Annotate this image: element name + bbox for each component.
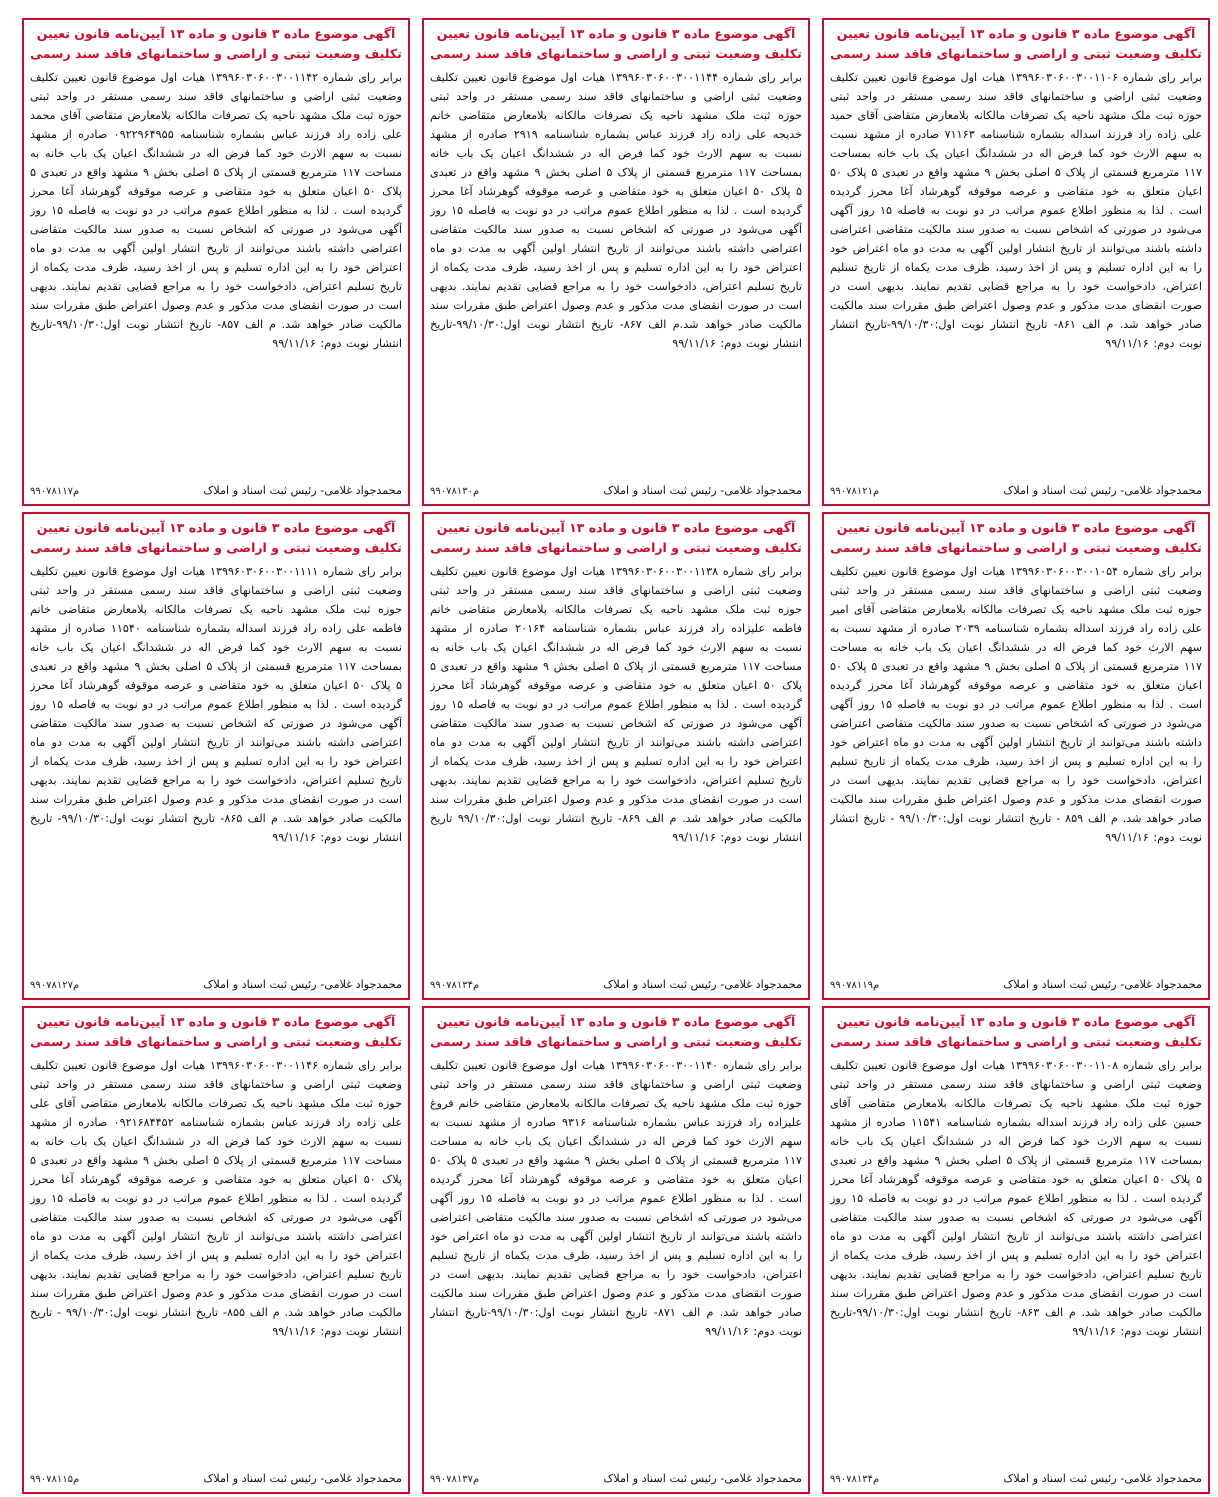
- notice-footer: [430, 482, 802, 501]
- notice-card: [822, 512, 1210, 1000]
- notice-title: آگهی موضوع ماده ۳ قانون و ماده ۱۳ آیین‌نامه قانون تعیین تکلیف وضعیت ثبتی و اراضی و ساختمانهای فاقد سند رسمی: [830, 26, 1202, 61]
- notice-footer: [30, 976, 402, 995]
- notice-footer: [830, 1470, 1202, 1489]
- notice-title: آگهی موضوع ماده ۳ قانون و ماده ۱۳ آیین‌نامه قانون تعیین تکلیف وضعیت ثبتی و اراضی و ساختمانهای فاقد سند رسمی: [430, 520, 802, 555]
- notice-body: برابر رای شماره ۱۳۹۹۶۰۳۰۶۰۰۳۰۰۱۱۱۱ هیات اول موضوع قانون تعیین تکلیف وضعیت ثبتی اراضی و ساختمانهای فاقد سند رسمی مستقر در واحد ثبتی حوزه ثبت ملک مشهد ناحیه یک تصرفات مالکانه بلامعارض متقاضی خانم فاطمه علی زاده راد فرزند اسداله بشماره شناسنامه ۱۱۵۴۰ صادره از مشهد نسبت به سهم الارث خود کما فرض اله در ششدانگ اعیان یک باب خانه بمساحت ۱۱۷ مترمربع قسمتی از پلاک ۵ اصلی بخش ۹ مشهد واقع در تعبدی ۵ پلاک ۵۰ اعیان متعلق به خود متقاضی و عرصه موقوفه گوهرشاد آغا محرز گردیده است . لذا به منظور اطلاع عموم مراتب در دو نوبت به فاصله ۱۵ روز آگهی می‌شود در صورتی که اشخاص نسبت به صدور سند مالکیت متقاضی اعتراضی داشته باشند می‌توانند از تاریخ انتشار اولین آگهی به مدت دو ماه اعتراض خود را به این اداره تسلیم و پس از اخذ رسید، ظرف مدت یکماه از تاریخ تسلیم اعتراض، دادخواست خود را به مراجع قضایی تقدیم نمایند. بدیهی است در صورت انقضای مدت مذکور و عدم وصول اعتراض طبق مقررات سند مالکیت صادر خواهد شد. م الف ۸۶۵- تاریخ انتشار نوبت اول:۹۹/۱۰/۳۰- تاریخ انتشار نوبت دوم: ۹۹/۱۱/۱۶: [30, 565, 402, 844]
- notice-title: آگهی موضوع ماده ۳ قانون و ماده ۱۳ آیین‌نامه قانون تعیین تکلیف وضعیت ثبتی و اراضی و ساختمانهای فاقد سند رسمی: [430, 1014, 802, 1049]
- notice-code: م۹۹۰۷۸۱۳۷: [430, 1474, 480, 1485]
- notice-footer: [430, 976, 802, 995]
- notice-card: [22, 1006, 410, 1494]
- notice-code: م۹۹۰۷۸۱۳۰: [430, 486, 480, 497]
- notice-signature: محمدجواد غلامی- رئیس ثبت اسناد و املاک: [603, 484, 802, 497]
- notice-title: آگهی موضوع ماده ۳ قانون و ماده ۱۳ آیین‌نامه قانون تعیین تکلیف وضعیت ثبتی و اراضی و ساختمانهای فاقد سند رسمی: [830, 1014, 1202, 1049]
- notice-card: [22, 512, 410, 1000]
- notice-card: [822, 18, 1210, 506]
- notice-card: [22, 18, 410, 506]
- notice-body: برابر رای شماره ۱۳۹۹۶۰۳۰۶۰۰۳۰۰۱۱۴۴ هیات اول موضوع قانون تعیین تکلیف وضعیت ثبتی اراضی و ساختمانهای فاقد سند رسمی مستقر در واحد ثبتی حوزه ثبت ملک مشهد ناحیه یک تصرفات مالکانه بلامعارض متقاضی خانم خدیجه علی زاده راد فرزند عباس بشماره شناسنامه ۲۹۱۹ صادره از مشهد نسبت به سهم الارث خود کما فرض اله در ششدانگ اعیان یک باب خانه بمساحت ۱۱۷ مترمربع قسمتی از پلاک ۵ اصلی بخش ۹ مشهد واقع در تعبدی ۵ پلاک ۵۰ اعیان متعلق به خود متقاضی و عرصه موقوفه گوهرشاد آغا محرز گردیده است . لذا به منظور اطلاع عموم مراتب در دو نوبت به فاصله ۱۵ روز آگهی می‌شود در صورتی که اشخاص نسبت به صدور سند مالکیت متقاضی اعتراضی داشته باشند می‌توانند از تاریخ انتشار اولین آگهی به مدت دو ماه اعتراض خود را به این اداره تسلیم و پس از اخذ رسید، ظرف مدت یکماه از تاریخ تسلیم اعتراض، دادخواست خود را به مراجع قضایی تقدیم نمایند. بدیهی است در صورت انقضای مدت مذکور و عدم وصول اعتراض طبق مقررات سند مالکیت صادر خواهد شد.م الف ۸۶۷- تاریخ انتشار نوبت اول:۹۹/۱۰/۳۰-تاریخ انتشار نوبت دوم: ۹۹/۱۱/۱۶: [430, 71, 802, 350]
- notice-code: م۹۹۰۷۸۱۳۴: [830, 1474, 880, 1485]
- notice-body: برابر رای شماره ۱۳۹۹۶۰۳۰۶۰۰۳۰۰۱۱۴۲ هیات اول موضوع قانون تعیین تکلیف وضعیت ثبتی اراضی و ساختمانهای فاقد سند رسمی مستقر در واحد ثبتی حوزه ثبت ملک مشهد ناحیه یک تصرفات مالکانه بلامعارض متقاضی آقای محمد علی زاده راد فرزند عباس بشماره شناسنامه ۰۹۲۲۹۶۴۹۵۵ صادره از مشهد نسبت به سهم الارث خود کما فرض اله در ششدانگ اعیان یک باب خانه به مساحت ۱۱۷ مترمربع قسمتی از پلاک ۵ اصلی بخش ۹ مشهد واقع در تعبدی ۵ پلاک ۵۰ اعیان متعلق به خود متقاضی و عرصه موقوفه گوهرشاد آغا محرز گردیده است . لذا به منظور اطلاع عموم مراتب در دو نوبت به فاصله ۱۵ روز آگهی می‌شود در صورتی که اشخاص نسبت به صدور سند مالکیت متقاضی اعتراضی داشته باشند می‌توانند از تاریخ انتشار اولین آگهی به مدت دو ماه اعتراض خود را به این اداره تسلیم و پس از اخذ رسید، ظرف مدت یکماه از تاریخ تسلیم اعتراض، دادخواست خود را به مراجع قضایی تقدیم نمایند. بدیهی است در صورت انقضای مدت مذکور و عدم وصول اعتراض طبق مقررات سند مالکیت صادر خواهد شد. م الف ۸۵۷- تاریخ انتشار نوبت اول:۹۹/۱۰/۳۰-تاریخ انتشار نوبت دوم: ۹۹/۱۱/۱۶: [30, 71, 402, 350]
- notice-title: آگهی موضوع ماده ۳ قانون و ماده ۱۳ آیین‌نامه قانون تعیین تکلیف وضعیت ثبتی و اراضی و ساختمانهای فاقد سند رسمی: [30, 520, 402, 555]
- notice-card: [822, 1006, 1210, 1494]
- notice-body: برابر رای شماره ۱۳۹۹۶۰۳۰۶۰۰۳۰۰۱۱۳۸ هیات اول موضوع قانون تعیین تکلیف وضعیت ثبتی اراضی و ساختمانهای فاقد سند رسمی مستقر در واحد ثبتی حوزه ثبت ملک مشهد ناحیه یک تصرفات مالکانه بلامعارض متقاضی خانم فاطمه علیزاده راد فرزند عباس بشماره شناسنامه ۲۰۱۶۴ صادره از مشهد نسبت به سهم الارث خود کما فرض اله در ششدانگ اعیان یک باب خانه به مساحت ۱۱۷ مترمربع قسمتی از پلاک ۵ اصلی بخش ۹ مشهد واقع در تعبدی ۵ پلاک ۵۰ اعیان متعلق به خود متقاضی و عرصه موقوفه گوهرشاد آغا محرز گردیده است . لذا به منظور اطلاع عموم مراتب در دو نوبت به فاصله ۱۵ روز آگهی می‌شود در صورتی که اشخاص نسبت به صدور سند مالکیت متقاضی اعتراضی داشته باشند می‌توانند از تاریخ انتشار اولین آگهی به مدت دو ماه اعتراض خود را به این اداره تسلیم و پس از اخذ رسید، ظرف مدت یکماه از تاریخ تسلیم اعتراض، دادخواست خود را به مراجع قضایی تقدیم نمایند. بدیهی است در صورت انقضای مدت مذکور و عدم وصول اعتراض طبق مقررات سند مالکیت صادر خواهد شد. م الف ۸۶۹- تاریخ انتشار نوبت اول:۹۹/۱۰/۳۰ تاریخ انتشار نوبت دوم: ۹۹/۱۱/۱۶: [430, 565, 802, 844]
- notice-footer: [30, 1470, 402, 1489]
- notice-title: آگهی موضوع ماده ۳ قانون و ماده ۱۳ آیین‌نامه قانون تعیین تکلیف وضعیت ثبتی و اراضی و ساختمانهای فاقد سند رسمی: [30, 26, 402, 61]
- notice-body: برابر رای شماره ۱۳۹۹۶۰۳۰۶۰۰۳۰۰۱۰۵۴ هیات اول موضوع قانون تعیین تکلیف وضعیت ثبتی اراضی و ساختمانهای فاقد سند رسمی مستقر در واحد ثبتی حوزه ثبت ملک مشهد ناحیه یک تصرفات مالکانه بلامعارض متقاضی آقای امیر علی زاده راد فرزند اسداله بشماره شناسنامه ۲۰۳۹ صادره از مشهد نسبت به سهم الارث خود کما فرض اله در ششدانگ اعیان یک باب خانه به مساحت ۱۱۷ مترمربع قسمتی از پلاک ۵ اصلی بخش ۹ مشهد واقع در تعبدی ۵ پلاک ۵۰ اعیان متعلق به خود متقاضی و عرصه موقوفه گوهرشاد آغا محرز گردیده است . لذا به منظور اطلاع عموم مراتب در دو نوبت به فاصله ۱۵ روز آگهی می‌شود در صورتی که اشخاص نسبت به صدور سند مالکیت متقاضی اعتراضی داشته باشند می‌توانند از تاریخ انتشار اولین آگهی به مدت دو ماه اعتراض خود را به این اداره تسلیم و پس از اخذ رسید، ظرف مدت یکماه از تاریخ تسلیم اعتراض، دادخواست خود را به مراجع قضایی تقدیم نمایند. بدیهی است در صورت انقضای مدت مذکور و عدم وصول اعتراض طبق مقررات سند مالکیت صادر خواهد شد. م الف ۸۵۹ - تاریخ انتشار نوبت اول:۹۹/۱۰/۳۰ - تاریخ انتشار نوبت دوم: ۹۹/۱۱/۱۶: [830, 565, 1202, 844]
- notice-footer: [430, 1470, 802, 1489]
- notice-code: م۹۹۰۷۸۱۳۴: [430, 980, 480, 991]
- notice-signature: محمدجواد غلامی- رئیس ثبت اسناد و املاک: [203, 484, 402, 497]
- notice-signature: محمدجواد غلامی- رئیس ثبت اسناد و املاک: [203, 978, 402, 991]
- notice-code: م۹۹۰۷۸۱۱۹: [830, 980, 880, 991]
- notice-title: آگهی موضوع ماده ۳ قانون و ماده ۱۳ آیین‌نامه قانون تعیین تکلیف وضعیت ثبتی و اراضی و ساختمانهای فاقد سند رسمی: [430, 26, 802, 61]
- notices-grid: [10, 18, 1210, 1494]
- notice-code: م۹۹۰۷۸۱۱۷: [30, 486, 80, 497]
- notice-card: [422, 1006, 810, 1494]
- notice-title: آگهی موضوع ماده ۳ قانون و ماده ۱۳ آیین‌نامه قانون تعیین تکلیف وضعیت ثبتی و اراضی و ساختمانهای فاقد سند رسمی: [830, 520, 1202, 555]
- notice-body: برابر رای شماره ۱۳۹۹۶۰۳۰۶۰۰۳۰۰۱۱۴۰ هیات اول موضوع قانون تعیین تکلیف وضعیت ثبتی اراضی و ساختمانهای فاقد سند رسمی مستقر در واحد ثبتی حوزه ثبت ملک مشهد ناحیه یک تصرفات مالکانه بلامعارض متقاضی خانم فروغ علیزاده راد فرزند عباس بشماره شناسنامه ۹۳۱۶ صادره از مشهد نسبت به سهم الارث خود کما فرض اله در ششدانگ اعیان یک باب خانه به مساحت ۱۱۷ مترمربع قسمتی از پلاک ۵ اصلی بخش ۹ مشهد واقع در تعبدی ۵ پلاک ۵۰ اعیان متعلق به خود متقاضی و عرصه موقوفه گوهرشاد آغا محرز گردیده است . لذا به منظور اطلاع عموم مراتب در دو نوبت به فاصله ۱۵ روز آگهی می‌شود در صورتی که اشخاص نسبت به صدور سند مالکیت متقاضی اعتراضی داشته باشند می‌توانند از تاریخ انتشار اولین آگهی به مدت دو ماه اعتراض خود را به این اداره تسلیم و پس از اخذ رسید، ظرف مدت یکماه از تاریخ تسلیم اعتراض، دادخواست خود را به مراجع قضایی تقدیم نمایند. بدیهی است در صورت انقضای مدت مذکور و عدم وصول اعتراض طبق مقررات سند مالکیت صادر خواهد شد. م الف ۸۷۱- تاریخ انتشار نوبت اول:۹۹/۱۰/۳۰-تاریخ انتشار نوبت دوم: ۹۹/۱۱/۱۶: [430, 1059, 802, 1338]
- notice-code: م۹۹۰۷۸۱۲۷: [30, 980, 80, 991]
- notice-footer: [830, 976, 1202, 995]
- notice-signature: محمدجواد غلامی- رئیس ثبت اسناد و املاک: [203, 1472, 402, 1485]
- notice-code: م۹۹۰۷۸۱۲۱: [830, 486, 880, 497]
- notice-body: برابر رای شماره ۱۳۹۹۶۰۳۰۶۰۰۳۰۰۱۱۰۶ هیات اول موضوع قانون تعیین تکلیف وضعیت ثبتی اراضی و ساختمانهای فاقد سند رسمی مستقر در واحد ثبتی حوزه ثبت ملک مشهد ناحیه یک تصرفات مالکانه بلامعارض متقاضی آقای حمید علی زاده راد فرزند اسداله بشماره شناسنامه ۷۱۱۶۳ صادره از مشهد نسبت به سهم الارث خود کما فرض اله در ششدانگ اعیان یک باب خانه بمساحت ۱۱۷ مترمربع قسمتی از پلاک ۵ اصلی بخش ۹ مشهد واقع در تعبدی ۵ پلاک ۵۰ اعیان متعلق به خود متقاضی و عرصه موقوفه گوهرشاد آغا محرز گردیده است . لذا به منظور اطلاع عموم مراتب در دو نوبت به فاصله ۱۵ روز آگهی می‌شود در صورتی که اشخاص نسبت به صدور سند مالکیت متقاضی اعتراضی داشته باشند می‌توانند از تاریخ انتشار اولین آگهی به مدت دو ماه اعتراض خود را به این اداره تسلیم و پس از اخذ رسید، ظرف مدت یکماه از تاریخ تسلیم اعتراض، دادخواست خود را به مراجع قضایی تقدیم نمایند. بدیهی است در صورت انقضای مدت مذکور و عدم وصول اعتراض طبق مقررات سند مالکیت صادر خواهد شد. م الف ۸۶۱- تاریخ انتشار نوبت اول:۹۹/۱۰/۳۰-تاریخ انتشار نوبت دوم: ۹۹/۱۱/۱۶: [830, 71, 1202, 350]
- notice-title: آگهی موضوع ماده ۳ قانون و ماده ۱۳ آیین‌نامه قانون تعیین تکلیف وضعیت ثبتی و اراضی و ساختمانهای فاقد سند رسمی: [30, 1014, 402, 1049]
- notice-card: [422, 18, 810, 506]
- notice-footer: [30, 482, 402, 501]
- notice-card: [422, 512, 810, 1000]
- notice-body: برابر رای شماره ۱۳۹۹۶۰۳۰۶۰۰۳۰۰۱۱۴۶ هیات اول موضوع قانون تعیین تکلیف وضعیت ثبتی اراضی و ساختمانهای فاقد سند رسمی مستقر در واحد ثبتی حوزه ثبت ملک مشهد ناحیه یک تصرفات مالکانه بلامعارض متقاضی آقای علی علی زاده راد فرزند عباس بشماره شناسنامه ۰۹۲۱۶۸۴۴۵۲ صادره از مشهد نسبت به سهم الارث خود کما فرض اله در ششدانگ اعیان یک باب خانه به مساحت ۱۱۷ مترمربع قسمتی از پلاک ۵ اصلی بخش ۹ مشهد واقع در تعبدی ۵ پلاک ۵۰ اعیان متعلق به خود متقاضی و عرصه موقوفه گوهرشاد آغا محرز گردیده است . لذا به منظور اطلاع عموم مراتب در دو نوبت به فاصله ۱۵ روز آگهی می‌شود در صورتی که اشخاص نسبت به صدور سند مالکیت متقاضی اعتراضی داشته باشند می‌توانند از تاریخ انتشار اولین آگهی به مدت دو ماه اعتراض خود را به این اداره تسلیم و پس از اخذ رسید، ظرف مدت یکماه از تاریخ تسلیم اعتراض، دادخواست خود را به مراجع قضایی تقدیم نمایند. بدیهی است در صورت انقضای مدت مذکور و عدم وصول اعتراض طبق مقررات سند مالکیت صادر خواهد شد. م الف ۸۵۵- تاریخ انتشار نوبت اول:۹۹/۱۰/۳۰ - تاریخ انتشار نوبت دوم: ۹۹/۱۱/۱۶: [30, 1059, 402, 1338]
- notice-signature: محمدجواد غلامی- رئیس ثبت اسناد و املاک: [1003, 978, 1202, 991]
- notice-signature: محمدجواد غلامی- رئیس ثبت اسناد و املاک: [603, 1472, 802, 1485]
- notice-body: برابر رای شماره ۱۳۹۹۶۰۳۰۶۰۰۳۰۰۱۱۰۸ هیات اول موضوع قانون تعیین تکلیف وضعیت ثبتی اراضی و ساختمانهای فاقد سند رسمی مستقر در واحد ثبتی حوزه ثبت ملک مشهد ناحیه یک تصرفات مالکانه بلامعارض متقاضی آقای حسین علی زاده راد فرزند اسداله بشماره شناسنامه ۱۱۵۴۱ صادره از مشهد نسبت به سهم الارث خود کما فرض اله در ششدانگ اعیان یک باب خانه بمساحت ۱۱۷ مترمربع قسمتی از پلاک ۵ اصلی بخش ۹ مشهد واقع در تعبدی ۵ پلاک ۵۰ اعیان متعلق به خود متقاضی و عرصه موقوفه گوهرشاد آغا محرز گردیده است . لذا به منظور اطلاع عموم مراتب در دو نوبت به فاصله ۱۵ روز آگهی می‌شود در صورتی که اشخاص نسبت به صدور سند مالکیت متقاضی اعتراضی داشته باشند می‌توانند از تاریخ انتشار اولین آگهی به مدت دو ماه اعتراض خود را به این اداره تسلیم و پس از اخذ رسید، ظرف مدت یکماه از تاریخ تسلیم اعتراض، دادخواست خود را به مراجع قضایی تقدیم نمایند. بدیهی است در صورت انقضای مدت مذکور و عدم وصول اعتراض طبق مقررات سند مالکیت صادر خواهد شد. م الف ۸۶۳- تاریخ انتشار نوبت اول:۹۹/۱۰/۳۰-تاریخ انتشار نوبت دوم: ۹۹/۱۱/۱۶: [830, 1059, 1202, 1338]
- notice-code: م۹۹۰۷۸۱۱۵: [30, 1474, 80, 1485]
- notice-signature: محمدجواد غلامی- رئیس ثبت اسناد و املاک: [603, 978, 802, 991]
- notice-footer: [830, 482, 1202, 501]
- notice-signature: محمدجواد غلامی- رئیس ثبت اسناد و املاک: [1003, 484, 1202, 497]
- notice-signature: محمدجواد غلامی- رئیس ثبت اسناد و املاک: [1003, 1472, 1202, 1485]
